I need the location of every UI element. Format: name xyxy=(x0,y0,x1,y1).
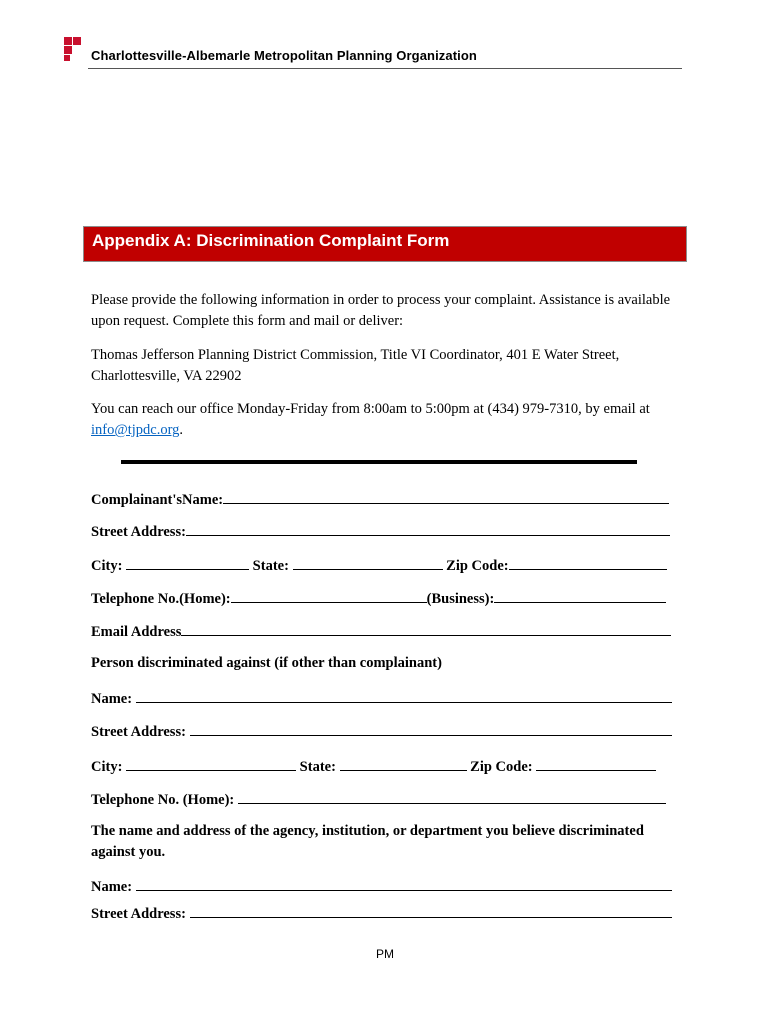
intro-paragraph: Please provide the following information in order to process your complaint. Assistance is available upon request. Complete this form and mail or deliver: xyxy=(91,292,671,329)
person-city-field[interactable] xyxy=(126,756,296,771)
person-state-label: State: xyxy=(299,759,336,775)
person-state-field[interactable] xyxy=(340,756,467,771)
complainant-zip-field[interactable] xyxy=(509,555,667,570)
agency-name-row xyxy=(91,876,672,896)
complainant-phone-business-label: (Business): xyxy=(426,591,495,607)
complainant-name-row xyxy=(91,489,669,509)
complainant-phone-row xyxy=(91,588,666,608)
person-section-heading: Person discriminated against (if other than complainant) xyxy=(91,655,442,671)
person-street-label: Street Address: xyxy=(91,724,186,740)
agency-name-field[interactable] xyxy=(136,876,672,891)
org-name: Charlottesville-Albemarle Metropolitan Planning Organization xyxy=(91,48,477,63)
complainant-street-label: Street Address: xyxy=(91,524,186,540)
contact-text: You can reach our office Monday-Friday from 8:00am to 5:00pm at (434) 979-7310, by email at xyxy=(91,401,650,417)
agency-name-label: Name: xyxy=(91,879,133,895)
complainant-email-label: Email Address xyxy=(91,624,182,640)
complainant-phone-home-field[interactable] xyxy=(231,588,427,603)
contact-paragraph xyxy=(91,399,681,441)
complainant-phone-business-field[interactable] xyxy=(494,588,666,603)
complainant-name-field[interactable] xyxy=(223,489,669,504)
complainant-name-label: Complainant'sName: xyxy=(91,492,224,508)
person-name-row xyxy=(91,688,672,708)
person-phone-field[interactable] xyxy=(238,789,666,804)
section-banner xyxy=(83,226,687,262)
complainant-street-field[interactable] xyxy=(186,521,670,536)
agency-street-field[interactable] xyxy=(190,903,672,918)
complainant-state-field[interactable] xyxy=(293,555,443,570)
complainant-city-row xyxy=(91,555,667,575)
org-logo-icon xyxy=(61,37,85,61)
person-zip-field[interactable] xyxy=(536,756,656,771)
person-phone-row xyxy=(91,789,666,809)
page-footer: PM xyxy=(376,947,394,961)
complainant-zip-label: Zip Code: xyxy=(446,558,509,574)
agency-section-heading: The name and address of the agency, institution, or department you believe discriminated against you. xyxy=(91,823,644,860)
complainant-email-row xyxy=(91,621,671,641)
contact-suffix: . xyxy=(179,422,184,438)
complainant-state-label: State: xyxy=(252,558,289,574)
complainant-street-row xyxy=(91,521,670,541)
agency-street-label: Street Address: xyxy=(91,906,186,922)
form-title: Appendix A: Discrimination Complaint Form xyxy=(92,231,450,250)
person-phone-label: Telephone No. (Home): xyxy=(91,792,235,808)
person-name-field[interactable] xyxy=(136,688,672,703)
person-name-label: Name: xyxy=(91,691,133,707)
section-divider xyxy=(121,460,637,464)
person-city-row xyxy=(91,756,656,776)
complainant-city-label: City: xyxy=(91,558,123,574)
person-street-row xyxy=(91,721,672,741)
mailing-address: Thomas Jefferson Planning District Commission, Title VI Coordinator, 401 E Water Street, Charlottesville, VA 22902 xyxy=(91,347,620,384)
person-city-label: City: xyxy=(91,759,123,775)
agency-street-row xyxy=(91,903,672,923)
complainant-email-field[interactable] xyxy=(181,621,671,636)
email-link[interactable]: info@tjpdc.org xyxy=(91,422,180,438)
complainant-phone-home-label: Telephone No.(Home): xyxy=(91,591,231,607)
person-zip-label: Zip Code: xyxy=(470,759,533,775)
complainant-city-field[interactable] xyxy=(126,555,249,570)
header-divider xyxy=(88,68,682,69)
person-street-field[interactable] xyxy=(190,721,672,736)
